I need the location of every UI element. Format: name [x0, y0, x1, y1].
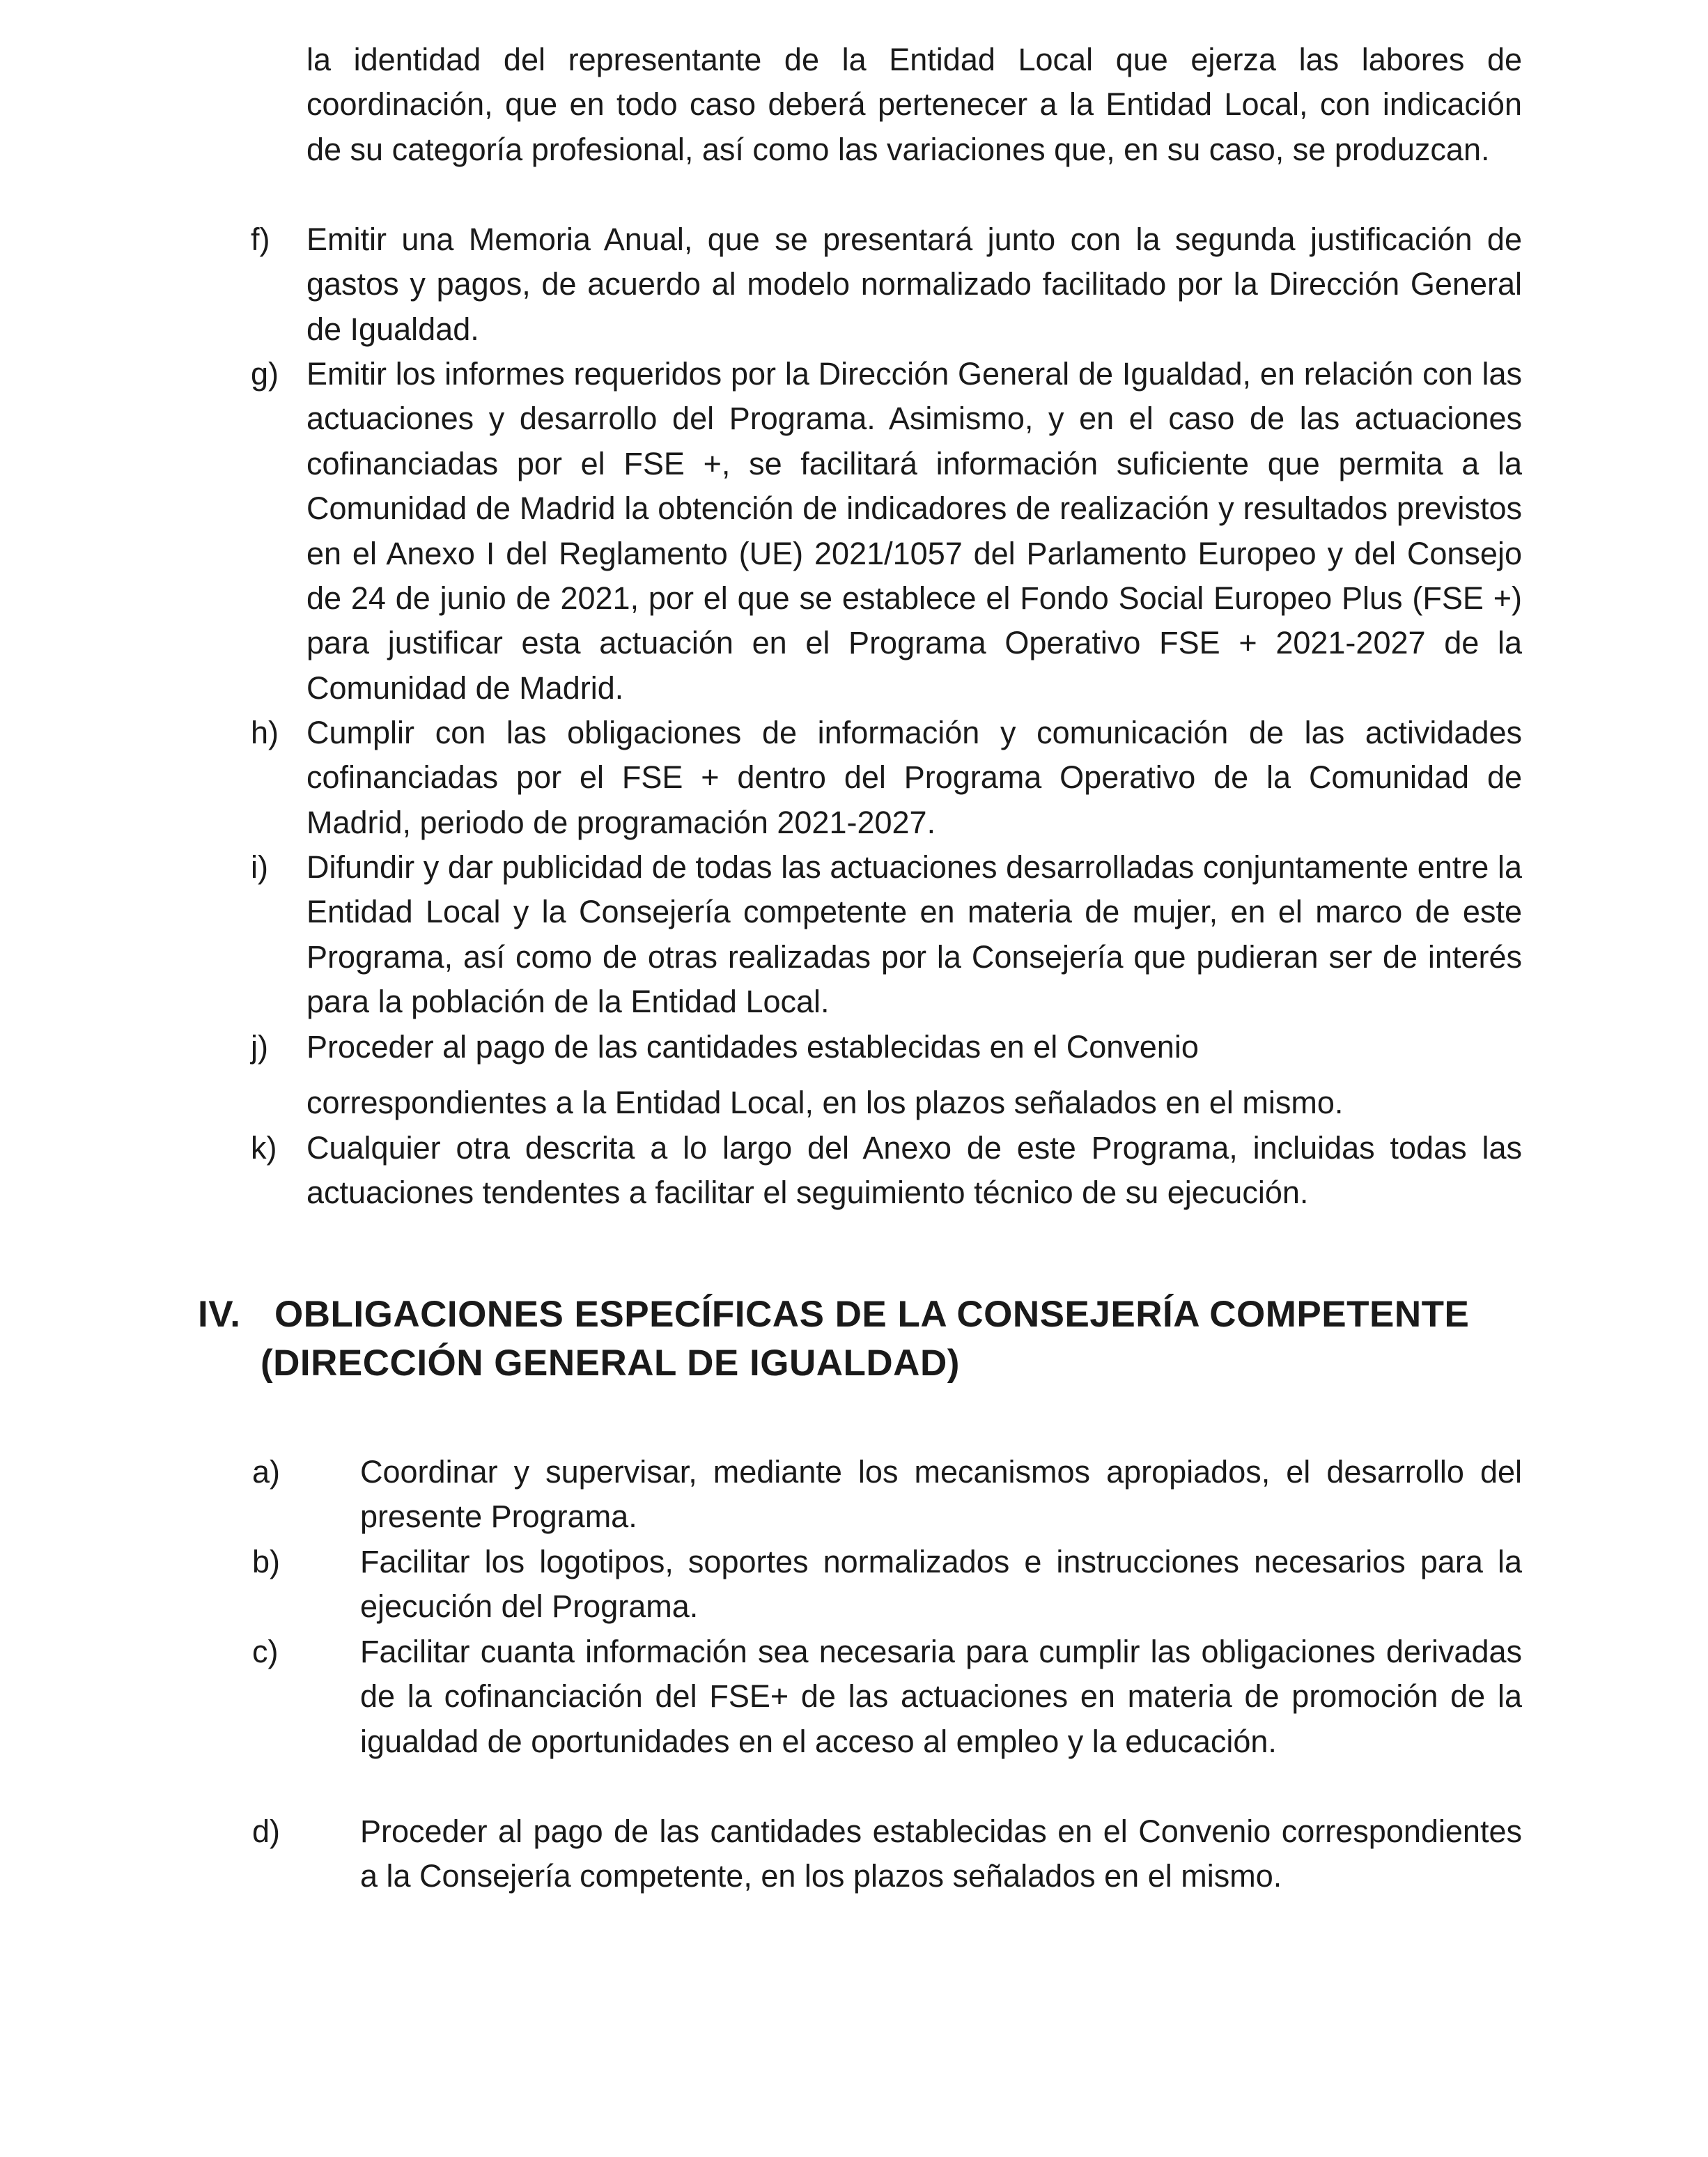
consejeria-obligations-list	[252, 1450, 1522, 1944]
list-item-text: Proceder al pago de las cantidades establecidas en el Convenio correspondientes a la Consejería competente, en los plazos señalados en el mismo.	[360, 1814, 1522, 1894]
list-item-marker: h)	[251, 715, 279, 750]
list-item-text: Cualquier otra descrita a lo largo del Anexo de este Programa, incluidas todas las actuaciones tendentes a facilitar el seguimiento técnico de su ejecución.	[306, 1130, 1522, 1211]
list-item-b	[252, 1540, 1522, 1630]
section-number: IV.	[198, 1294, 241, 1335]
list-item-marker: k)	[251, 1130, 277, 1166]
list-item-h	[251, 711, 1522, 845]
list-item-text: Emitir una Memoria Anual, que se presentará junto con la segunda justificación de gastos y pagos, de acuerdo al modelo normalizado facilitado por la Dirección General de Igualdad.	[306, 222, 1522, 347]
list-item-text-line2: correspondientes a la Entidad Local, en los plazos señalados en el mismo.	[306, 1085, 1344, 1120]
list-item-marker: c)	[252, 1634, 279, 1669]
list-item-g	[251, 352, 1522, 711]
list-item-text: Emitir los informes requeridos por la Dirección General de Igualdad, en relación con las actuaciones y desarrollo del Programa. Asimismo, y en el caso de las actuaciones cofinanciadas por el FSE +, se facilitará información suficiente que permita a la Comunidad de Madrid la obtención de indicadores de realización y resultados previstos en el Anexo I del Reglamento (UE) 2021/1057 del Parlamento Europeo y del Consejo de 24 de junio de 2021, por el que se establece el Fondo Social Europeo Plus (FSE +) para justificar esta actuación en el Programa Operativo FSE + 2021-2027 de la Comunidad de Madrid.	[306, 356, 1522, 706]
list-item-text: Coordinar y supervisar, mediante los mecanismos apropiados, el desarrollo del presente Programa.	[360, 1454, 1522, 1535]
list-item-a	[252, 1450, 1522, 1540]
list-item-text: Facilitar cuanta información sea necesaria para cumplir las obligaciones derivadas de la cofinanciación del FSE+ de las actuaciones en materia de promoción de la igualdad de oportunidades en el acceso al empleo y la educación.	[360, 1634, 1522, 1759]
section-title-line2: (DIRECCIÓN GENERAL DE IGUALDAD)	[261, 1343, 960, 1384]
list-item-text: Facilitar los logotipos, soportes normalizados e instrucciones necesarios para la ejecución del Programa.	[360, 1544, 1522, 1625]
list-item-j	[251, 1025, 1522, 1126]
list-item-marker: b)	[252, 1544, 281, 1579]
list-item-marker: g)	[251, 356, 279, 392]
list-item-marker: j)	[251, 1029, 268, 1065]
entidad-local-obligations-list	[251, 38, 1522, 1216]
list-item-continuation	[306, 38, 1522, 217]
list-item-marker: i)	[251, 849, 268, 885]
section-title-line1: OBLIGACIONES ESPECÍFICAS DE LA CONSEJERÍA COMPETENTE	[274, 1294, 1470, 1335]
list-item-marker: a)	[252, 1454, 281, 1490]
list-item-d	[252, 1809, 1522, 1944]
list-item-k	[251, 1126, 1522, 1216]
list-item-marker: d)	[252, 1814, 281, 1849]
list-item-f	[251, 217, 1522, 352]
list-item-text: Proceder al pago de las cantidades establecidas en el Convenio	[306, 1029, 1199, 1065]
list-item-text: Cumplir con las obligaciones de información y comunicación de las actividades cofinanciadas por el FSE + dentro del Programa Operativo de la Comunidad de Madrid, periodo de programación 2021-2027.	[306, 715, 1522, 840]
list-item-text: Difundir y dar publicidad de todas las actuaciones desarrolladas conjuntamente entre la Entidad Local y la Consejería competente en materia de mujer, en el marco de este Programa, así como de otras realizadas por la Consejería que pudieran ser de interés para la población de la Entidad Local.	[306, 849, 1522, 1020]
list-item-c	[252, 1630, 1522, 1809]
list-item-marker: f)	[251, 222, 270, 257]
section-iv-heading	[198, 1290, 1521, 1388]
list-item-i	[251, 845, 1522, 1025]
list-item-text: la identidad del representante de la Entidad Local que ejerza las labores de coordinación, que en todo caso deberá pertenecer a la Entidad Local, con indicación de su categoría profesional, así como las variaciones que, en su caso, se produzcan.	[306, 42, 1522, 167]
